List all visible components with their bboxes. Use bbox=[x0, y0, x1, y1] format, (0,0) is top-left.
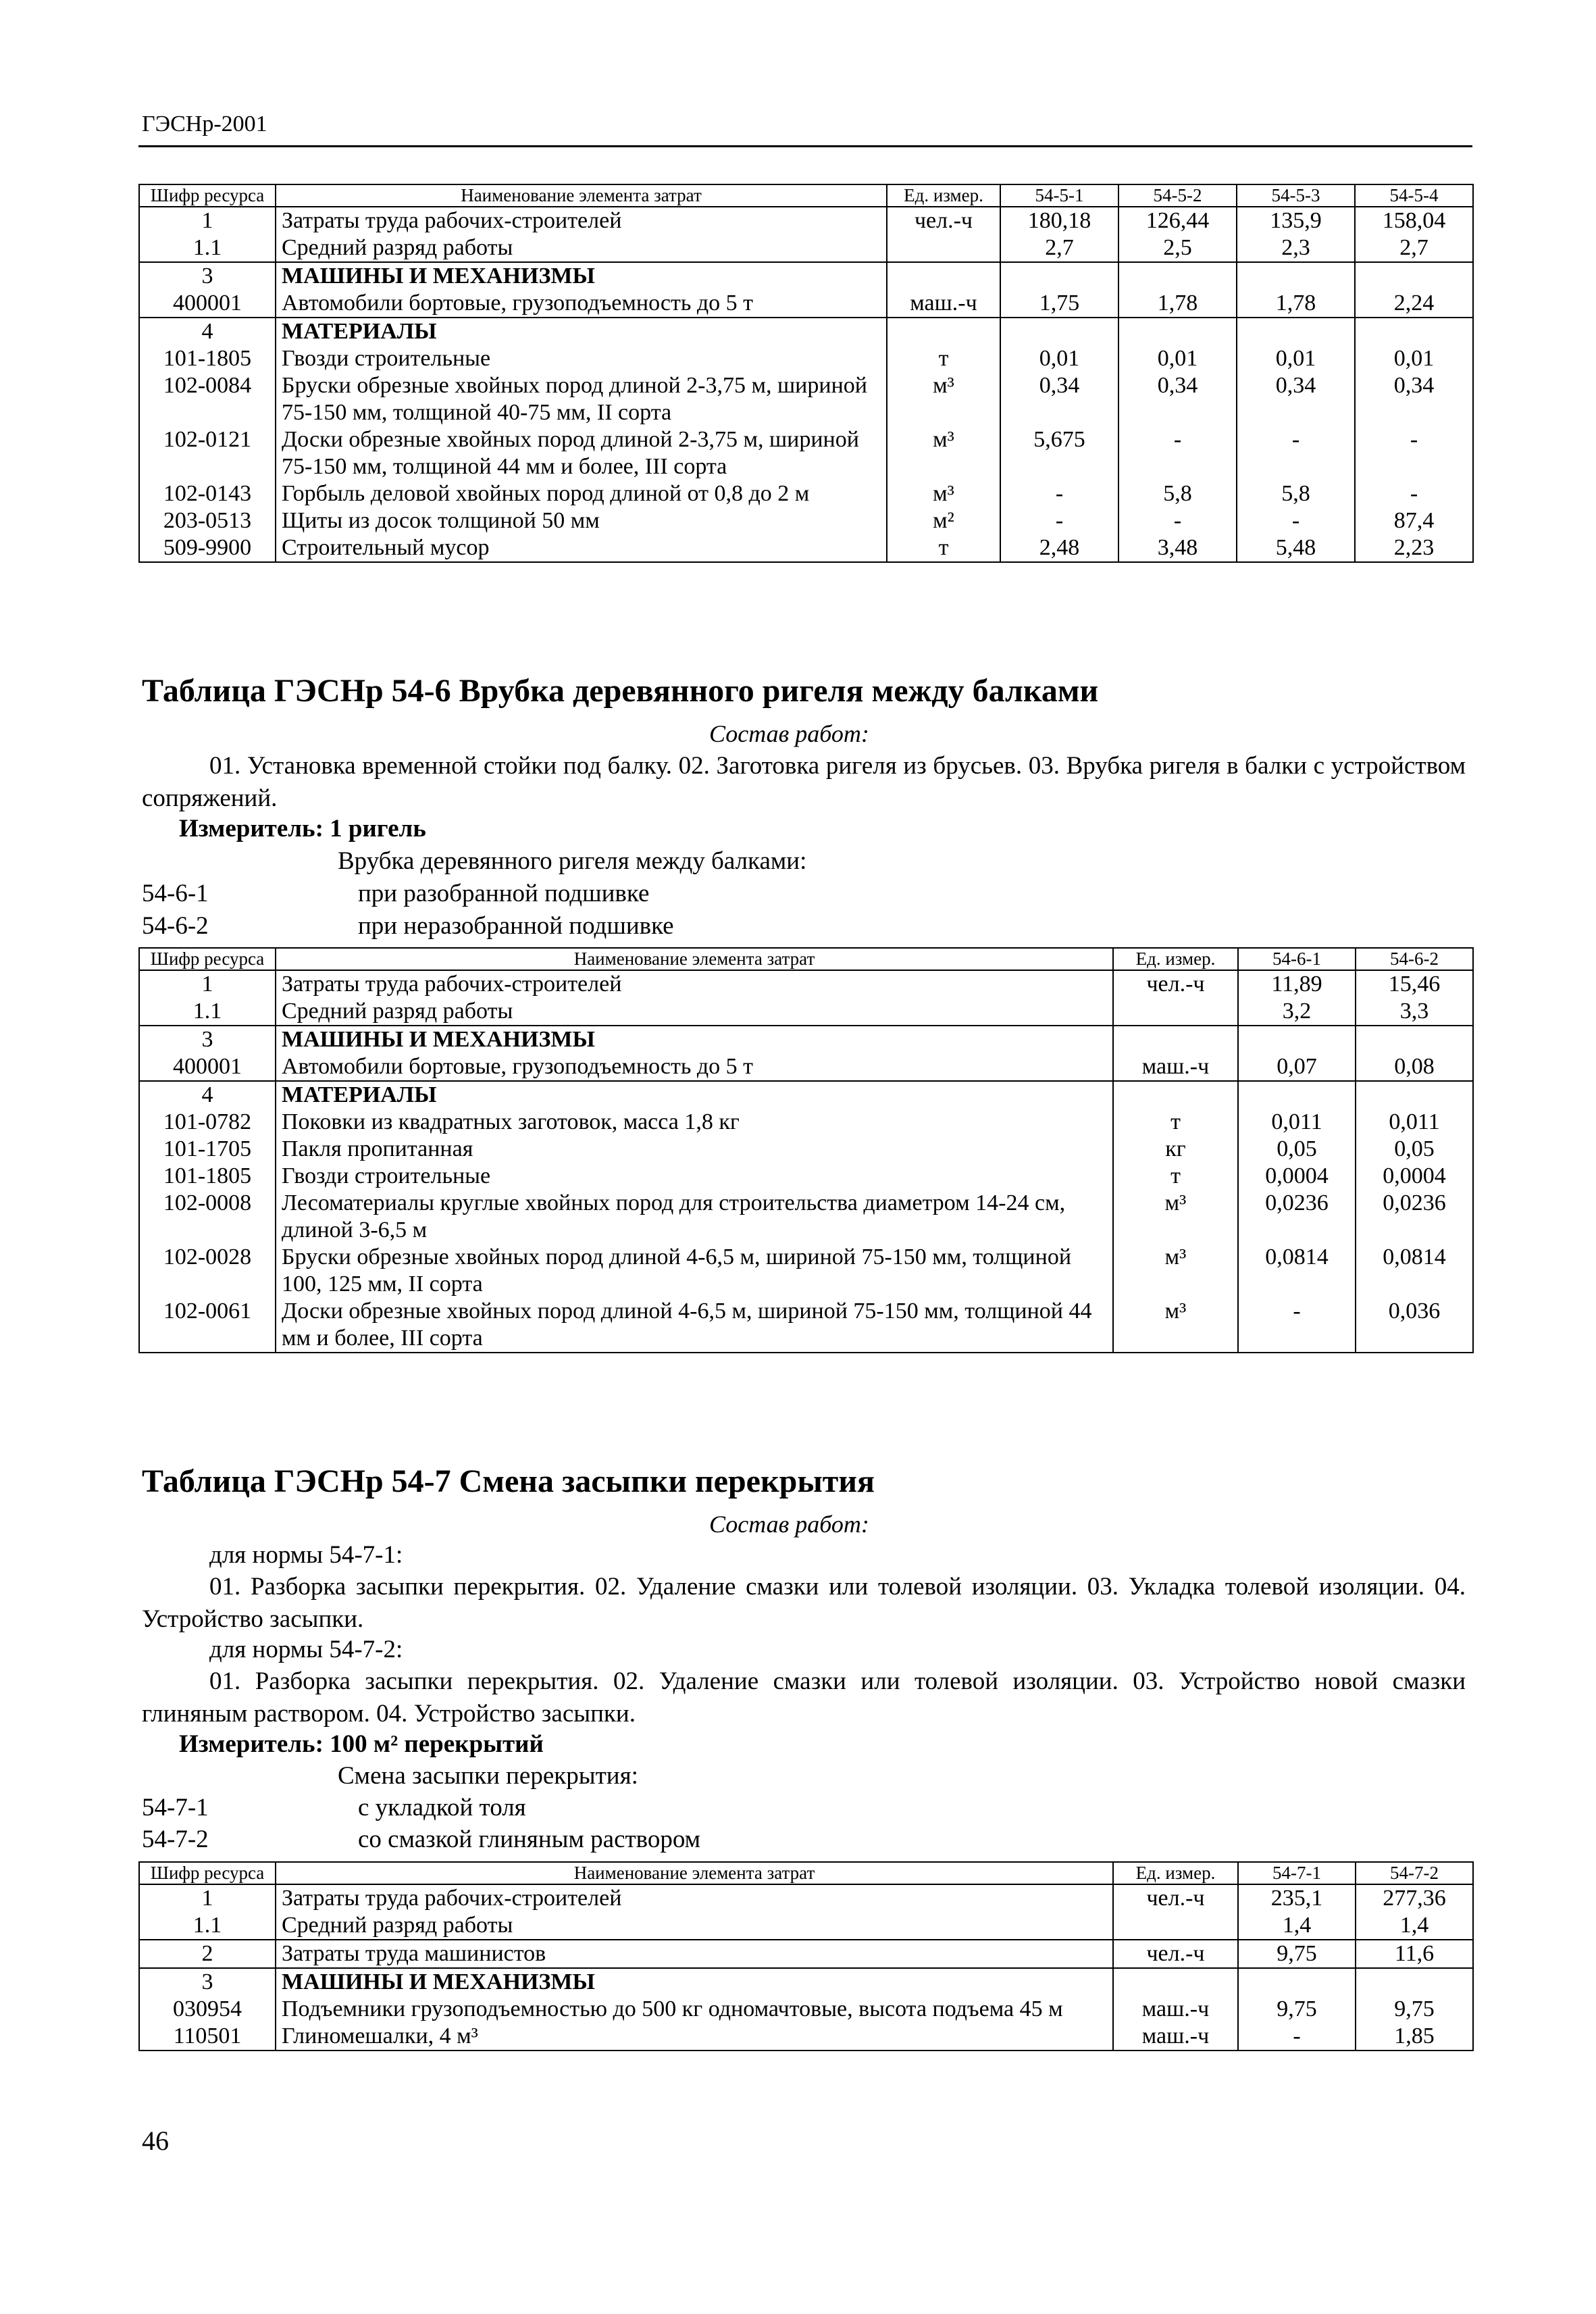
norm-value: 0,0236 bbox=[1238, 1190, 1356, 1244]
norm-value: 2,48 bbox=[1000, 534, 1118, 562]
unit: м³ bbox=[1113, 1190, 1238, 1244]
table-row bbox=[139, 970, 1473, 998]
resource-code: 1.1 bbox=[139, 234, 276, 262]
norm-value: - bbox=[1237, 507, 1355, 534]
measure-unit: Измеритель: 1 ригель bbox=[179, 815, 426, 842]
table-row bbox=[139, 234, 1473, 262]
table-row bbox=[139, 1081, 1473, 1109]
cost-element-name: МАШИНЫ И МЕХАНИЗМЫ bbox=[276, 262, 887, 290]
norm-value: - bbox=[1238, 1298, 1356, 1353]
unit bbox=[1113, 1026, 1238, 1053]
norm-value: 135,9 bbox=[1237, 207, 1355, 234]
norm-value: 2,23 bbox=[1355, 534, 1473, 562]
norm-value: 3,2 bbox=[1238, 998, 1356, 1026]
resource-code: 102-0008 bbox=[139, 1190, 276, 1244]
unit bbox=[887, 318, 1000, 345]
norm-value: 0,036 bbox=[1356, 1298, 1473, 1353]
column-header: Шифр ресурса bbox=[139, 948, 276, 970]
cost-element-name: Средний разряд работы bbox=[276, 234, 887, 262]
norm-value: 0,05 bbox=[1356, 1136, 1473, 1163]
norm-value: 0,0004 bbox=[1356, 1163, 1473, 1190]
cost-element-name: Затраты труда рабочих-строителей bbox=[276, 207, 887, 234]
norm-caption: Врубка деревянного ригеля между балками: bbox=[338, 847, 807, 875]
norm-value: 277,36 bbox=[1356, 1884, 1473, 1912]
cost-element-name: Гвозди строительные bbox=[276, 1163, 1113, 1190]
unit: м³ bbox=[887, 372, 1000, 426]
resource-code: 400001 bbox=[139, 290, 276, 318]
norm-code: 54-7-1 bbox=[142, 1794, 209, 1821]
resource-code: 1 bbox=[139, 970, 276, 998]
norm-value bbox=[1355, 318, 1473, 345]
table-row bbox=[139, 507, 1473, 534]
table-row bbox=[139, 1940, 1473, 1968]
unit: м³ bbox=[1113, 1244, 1238, 1298]
norm-value bbox=[1237, 262, 1355, 290]
norm-value: 15,46 bbox=[1356, 970, 1473, 998]
column-header: 54-5-2 bbox=[1118, 184, 1237, 207]
cost-element-name: Глиномешалки, 4 м³ bbox=[276, 2023, 1113, 2051]
cost-element-name: Доски обрезные хвойных пород длиной 2-3,75 м, шириной 75-150 мм, толщиной 44 мм и более, III сорта bbox=[276, 426, 887, 480]
resource-table-54-5 bbox=[138, 184, 1474, 563]
measure-unit: Измеритель: 100 м² перекрытий bbox=[179, 1730, 544, 1758]
cost-element-name: Лесоматериалы круглые хвойных пород для строительства диаметром 14-24 см, длиной 3-6,5 м bbox=[276, 1190, 1113, 1244]
unit: м² bbox=[887, 507, 1000, 534]
norm-code: 54-6-1 bbox=[142, 880, 209, 907]
resource-code: 3 bbox=[139, 1968, 276, 1996]
unit: т bbox=[887, 345, 1000, 372]
norm-value: 2,7 bbox=[1355, 234, 1473, 262]
unit bbox=[887, 262, 1000, 290]
table-row bbox=[139, 1109, 1473, 1136]
norm-value: 1,78 bbox=[1237, 290, 1355, 318]
norm-value: 1,78 bbox=[1118, 290, 1237, 318]
norm-value: 11,89 bbox=[1238, 970, 1356, 998]
resource-code: 3 bbox=[139, 1026, 276, 1053]
norm-value: 1,85 bbox=[1356, 2023, 1473, 2051]
table-row bbox=[139, 372, 1473, 426]
norm-value: 3,48 bbox=[1118, 534, 1237, 562]
norm-code: 54-7-2 bbox=[142, 1826, 209, 1853]
resource-code: 203-0513 bbox=[139, 507, 276, 534]
norm-label: для нормы 54-7-2: bbox=[209, 1636, 403, 1663]
cost-element-name: Бруски обрезные хвойных пород длиной 4-6,5 м, шириной 75-150 мм, толщиной 100, 125 мм, II сорта bbox=[276, 1244, 1113, 1298]
resource-code: 1.1 bbox=[139, 1912, 276, 1940]
table-row bbox=[139, 2023, 1473, 2051]
norm-value: 5,8 bbox=[1118, 480, 1237, 507]
running-header: ГЭСНр-2001 bbox=[142, 111, 267, 136]
resource-code: 102-0028 bbox=[139, 1244, 276, 1298]
norm-value: 126,44 bbox=[1118, 207, 1237, 234]
cost-element-name: Бруски обрезные хвойных пород длиной 2-3,75 м, шириной 75-150 мм, толщиной 40-75 мм, II сорта bbox=[276, 372, 887, 426]
unit bbox=[1113, 1912, 1238, 1940]
table-header-row bbox=[139, 184, 1473, 207]
section-title-54-6: Таблица ГЭСНр 54-6 Врубка деревянного ригеля между балками bbox=[142, 673, 1099, 709]
resource-code: 102-0084 bbox=[139, 372, 276, 426]
table-row bbox=[139, 1026, 1473, 1053]
norm-value: 180,18 bbox=[1000, 207, 1118, 234]
column-header: Ед. измер. bbox=[887, 184, 1000, 207]
norm-value: - bbox=[1000, 480, 1118, 507]
resource-code: 400001 bbox=[139, 1053, 276, 1081]
cost-element-name: Средний разряд работы bbox=[276, 998, 1113, 1026]
unit: кг bbox=[1113, 1136, 1238, 1163]
column-header: Ед. измер. bbox=[1113, 948, 1238, 970]
norm-value: 0,01 bbox=[1237, 345, 1355, 372]
cost-element-name: Поковки из квадратных заготовок, масса 1,8 кг bbox=[276, 1109, 1113, 1136]
norm-value bbox=[1355, 262, 1473, 290]
norm-value: 0,34 bbox=[1355, 372, 1473, 426]
section-subtitle: Состав работ: bbox=[709, 1511, 869, 1538]
resource-code: 1 bbox=[139, 207, 276, 234]
norm-value: 235,1 bbox=[1238, 1884, 1356, 1912]
resource-table-54-7 bbox=[138, 1861, 1474, 2051]
work-description: 01. Установка временной стойки под балку. 02. Заготовка ригеля из брусьев. 03. Врубка ригеля в балки с устройством сопряжений. bbox=[142, 752, 1466, 812]
table-row bbox=[139, 318, 1473, 345]
column-header: Шифр ресурса bbox=[139, 1862, 276, 1884]
column-header: 54-7-2 bbox=[1356, 1862, 1473, 1884]
unit bbox=[1113, 1081, 1238, 1109]
table-row bbox=[139, 1298, 1473, 1353]
resource-code: 101-1705 bbox=[139, 1136, 276, 1163]
unit: т bbox=[1113, 1163, 1238, 1190]
norm-value: 1,4 bbox=[1356, 1912, 1473, 1940]
column-header: 54-5-1 bbox=[1000, 184, 1118, 207]
norm-value: 0,34 bbox=[1000, 372, 1118, 426]
resource-code: 2 bbox=[139, 1940, 276, 1968]
norm-text: со смазкой глиняным раствором bbox=[358, 1826, 701, 1853]
norm-value: - bbox=[1238, 2023, 1356, 2051]
resource-code: 102-0061 bbox=[139, 1298, 276, 1353]
norm-text: с укладкой толя bbox=[358, 1794, 526, 1821]
column-header: Наименование элемента затрат bbox=[276, 184, 887, 207]
resource-code: 1.1 bbox=[139, 998, 276, 1026]
norm-value: 158,04 bbox=[1355, 207, 1473, 234]
table-row bbox=[139, 1968, 1473, 1996]
norm-value: 0,0236 bbox=[1356, 1190, 1473, 1244]
cost-element-name: МАШИНЫ И МЕХАНИЗМЫ bbox=[276, 1968, 1113, 1996]
column-header: Шифр ресурса bbox=[139, 184, 276, 207]
norm-value bbox=[1238, 1968, 1356, 1996]
norm-value: 2,24 bbox=[1355, 290, 1473, 318]
resource-code: 4 bbox=[139, 318, 276, 345]
resource-code: 110501 bbox=[139, 2023, 276, 2051]
unit: т bbox=[887, 534, 1000, 562]
resource-code: 102-0143 bbox=[139, 480, 276, 507]
cost-element-name: Автомобили бортовые, грузоподъемность до 5 т bbox=[276, 290, 887, 318]
norm-value bbox=[1356, 1081, 1473, 1109]
norm-value: 0,01 bbox=[1000, 345, 1118, 372]
resource-code: 102-0121 bbox=[139, 426, 276, 480]
unit: маш.-ч bbox=[1113, 1996, 1238, 2023]
unit bbox=[1113, 1968, 1238, 1996]
norm-value: 3,3 bbox=[1356, 998, 1473, 1026]
resource-code: 1 bbox=[139, 1884, 276, 1912]
norm-value: 0,01 bbox=[1118, 345, 1237, 372]
table-row bbox=[139, 998, 1473, 1026]
table-header-row bbox=[139, 1862, 1473, 1884]
norm-value: 9,75 bbox=[1238, 1940, 1356, 1968]
table-row bbox=[139, 207, 1473, 234]
section-title-54-7: Таблица ГЭСНр 54-7 Смена засыпки перекрытия bbox=[142, 1463, 875, 1499]
header-rule bbox=[138, 145, 1472, 147]
table-row bbox=[139, 1996, 1473, 2023]
norm-value: 0,07 bbox=[1238, 1053, 1356, 1081]
cost-element-name: Подъемники грузоподъемностью до 500 кг одномачтовые, высота подъема 45 м bbox=[276, 1996, 1113, 2023]
resource-table-54-6 bbox=[138, 947, 1474, 1353]
norm-value: 1,75 bbox=[1000, 290, 1118, 318]
work-description: 01. Разборка засыпки перекрытия. 02. Удаление смазки или толевой изоляции. 03. Укладка толевой изоляции. 04. Устройство засыпки. bbox=[142, 1573, 1466, 1633]
unit: чел.-ч bbox=[1113, 1940, 1238, 1968]
resource-code: 030954 bbox=[139, 1996, 276, 2023]
cost-element-name: Строительный мусор bbox=[276, 534, 887, 562]
cost-element-name: Щиты из досок толщиной 50 мм bbox=[276, 507, 887, 534]
table-row bbox=[139, 1884, 1473, 1912]
unit: маш.-ч bbox=[1113, 1053, 1238, 1081]
norm-value: 0,05 bbox=[1238, 1136, 1356, 1163]
table-row bbox=[139, 290, 1473, 318]
cost-element-name: Горбыль деловой хвойных пород длиной от 0,8 до 2 м bbox=[276, 480, 887, 507]
norm-value bbox=[1000, 318, 1118, 345]
norm-value bbox=[1000, 262, 1118, 290]
table-row bbox=[139, 534, 1473, 562]
norm-value: - bbox=[1000, 507, 1118, 534]
norm-value bbox=[1356, 1968, 1473, 1996]
unit: чел.-ч bbox=[887, 207, 1000, 234]
norm-value: 1,4 bbox=[1238, 1912, 1356, 1940]
cost-element-name: Средний разряд работы bbox=[276, 1912, 1113, 1940]
table-row bbox=[139, 345, 1473, 372]
norm-code: 54-6-2 bbox=[142, 912, 209, 940]
unit: м³ bbox=[887, 480, 1000, 507]
cost-element-name: Затраты труда машинистов bbox=[276, 1940, 1113, 1968]
norm-value bbox=[1238, 1026, 1356, 1053]
norm-value: 0,01 bbox=[1355, 345, 1473, 372]
norm-value: - bbox=[1118, 426, 1237, 480]
norm-value: 9,75 bbox=[1356, 1996, 1473, 2023]
norm-value: 0,0004 bbox=[1238, 1163, 1356, 1190]
norm-value: 5,48 bbox=[1237, 534, 1355, 562]
table-row bbox=[139, 1053, 1473, 1081]
norm-value bbox=[1356, 1026, 1473, 1053]
norm-value bbox=[1118, 318, 1237, 345]
column-header: 54-6-2 bbox=[1356, 948, 1473, 970]
norm-value bbox=[1237, 318, 1355, 345]
norm-value: 2,3 bbox=[1237, 234, 1355, 262]
table-row bbox=[139, 1244, 1473, 1298]
section-subtitle: Состав работ: bbox=[709, 720, 869, 747]
column-header: 54-7-1 bbox=[1238, 1862, 1356, 1884]
unit: м³ bbox=[887, 426, 1000, 480]
resource-code: 101-1805 bbox=[139, 1163, 276, 1190]
resource-code: 509-9900 bbox=[139, 534, 276, 562]
page-number: 46 bbox=[142, 2126, 169, 2156]
norm-value: 5,8 bbox=[1237, 480, 1355, 507]
resource-code: 4 bbox=[139, 1081, 276, 1109]
cost-element-name: Гвозди строительные bbox=[276, 345, 887, 372]
resource-code: 3 bbox=[139, 262, 276, 290]
column-header: 54-6-1 bbox=[1238, 948, 1356, 970]
resource-code: 101-0782 bbox=[139, 1109, 276, 1136]
norm-value: - bbox=[1237, 426, 1355, 480]
norm-value: 0,011 bbox=[1238, 1109, 1356, 1136]
norm-value: 2,5 bbox=[1118, 234, 1237, 262]
table-row bbox=[139, 262, 1473, 290]
norm-value bbox=[1118, 262, 1237, 290]
table-row bbox=[139, 426, 1473, 480]
unit: маш.-ч bbox=[1113, 2023, 1238, 2051]
table-row bbox=[139, 480, 1473, 507]
unit: маш.-ч bbox=[887, 290, 1000, 318]
table-row bbox=[139, 1190, 1473, 1244]
column-header: 54-5-4 bbox=[1355, 184, 1473, 207]
unit: м³ bbox=[1113, 1298, 1238, 1353]
norm-value: - bbox=[1355, 480, 1473, 507]
unit bbox=[1113, 998, 1238, 1026]
column-header: Наименование элемента затрат bbox=[276, 948, 1113, 970]
norm-value: 0,34 bbox=[1118, 372, 1237, 426]
norm-value: - bbox=[1355, 426, 1473, 480]
norm-value: 5,675 bbox=[1000, 426, 1118, 480]
table-header-row bbox=[139, 948, 1473, 970]
resource-code: 101-1805 bbox=[139, 345, 276, 372]
table-row bbox=[139, 1136, 1473, 1163]
norm-label: для нормы 54-7-1: bbox=[209, 1541, 403, 1569]
cost-element-name: МАТЕРИАЛЫ bbox=[276, 318, 887, 345]
norm-value bbox=[1238, 1081, 1356, 1109]
norm-value: 0,34 bbox=[1237, 372, 1355, 426]
norm-value: - bbox=[1118, 507, 1237, 534]
norm-value: 2,7 bbox=[1000, 234, 1118, 262]
norm-caption: Смена засыпки перекрытия: bbox=[338, 1762, 638, 1790]
cost-element-name: Автомобили бортовые, грузоподъемность до 5 т bbox=[276, 1053, 1113, 1081]
cost-element-name: МАШИНЫ И МЕХАНИЗМЫ bbox=[276, 1026, 1113, 1053]
norm-value: 9,75 bbox=[1238, 1996, 1356, 2023]
cost-element-name: Затраты труда рабочих-строителей bbox=[276, 1884, 1113, 1912]
norm-value: 0,08 bbox=[1356, 1053, 1473, 1081]
unit: чел.-ч bbox=[1113, 1884, 1238, 1912]
norm-text: при неразобранной подшивке bbox=[358, 912, 674, 940]
cost-element-name: Затраты труда рабочих-строителей bbox=[276, 970, 1113, 998]
column-header: Ед. измер. bbox=[1113, 1862, 1238, 1884]
norm-value: 0,0814 bbox=[1238, 1244, 1356, 1298]
table-row bbox=[139, 1912, 1473, 1940]
norm-value: 0,011 bbox=[1356, 1109, 1473, 1136]
norm-text: при разобранной подшивке bbox=[358, 880, 650, 907]
norm-value: 87,4 bbox=[1355, 507, 1473, 534]
column-header: 54-5-3 bbox=[1237, 184, 1355, 207]
cost-element-name: Пакля пропитанная bbox=[276, 1136, 1113, 1163]
norm-value: 11,6 bbox=[1356, 1940, 1473, 1968]
table-row bbox=[139, 1163, 1473, 1190]
unit: т bbox=[1113, 1109, 1238, 1136]
column-header: Наименование элемента затрат bbox=[276, 1862, 1113, 1884]
work-description: 01. Разборка засыпки перекрытия. 02. Удаление смазки или толевой изоляции. 03. Устройство новой смазки глиняным раствором. 04. Устройство засыпки. bbox=[142, 1667, 1466, 1728]
unit bbox=[887, 234, 1000, 262]
cost-element-name: МАТЕРИАЛЫ bbox=[276, 1081, 1113, 1109]
cost-element-name: Доски обрезные хвойных пород длиной 4-6,5 м, шириной 75-150 мм, толщиной 44 мм и более, III сорта bbox=[276, 1298, 1113, 1353]
norm-value: 0,0814 bbox=[1356, 1244, 1473, 1298]
unit: чел.-ч bbox=[1113, 970, 1238, 998]
